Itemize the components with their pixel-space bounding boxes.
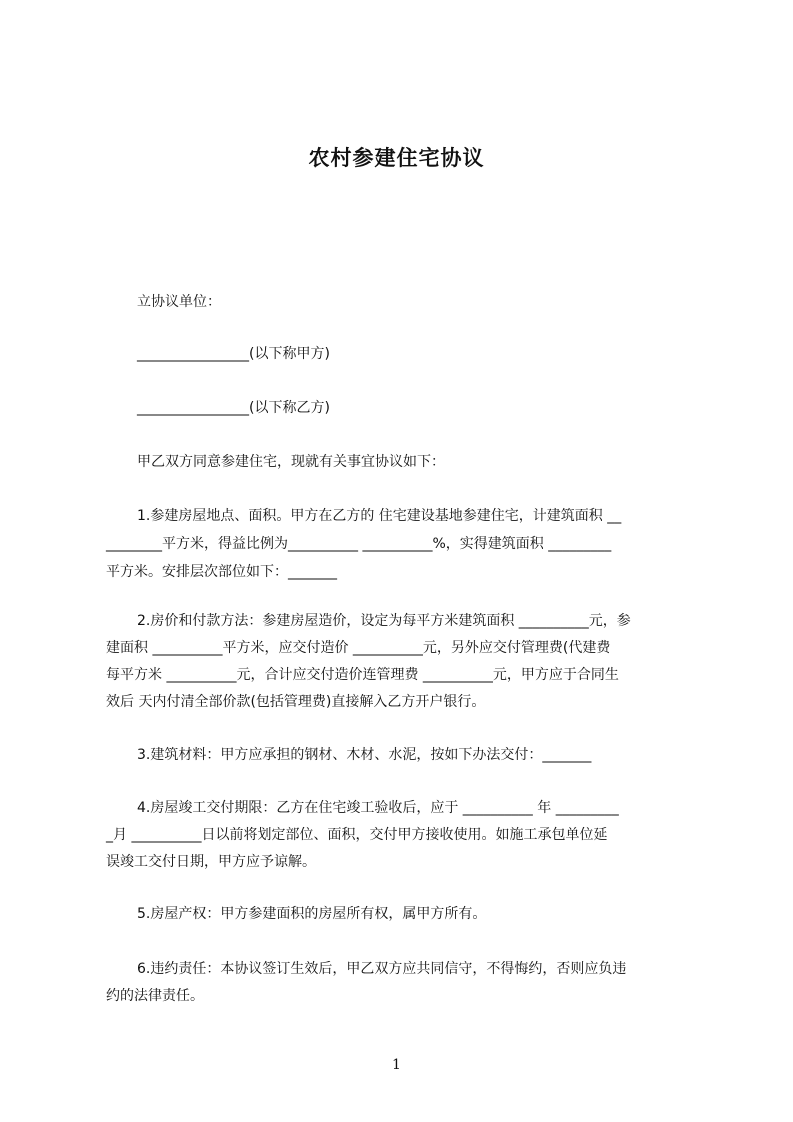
clause-6-line-1: 6.违约责任：本协议签订生效后，甲乙双方应共同信守，不得悔约，否则应负违 — [137, 961, 627, 977]
document-title: 农村参建住宅协议 — [308, 146, 485, 170]
clause-2-line-2: 建面积 __________平方米，应交付造价 __________元，另外应交付管理费(代建费 — [106, 640, 611, 656]
party-a-line: ________________(以下称甲方) — [137, 346, 330, 362]
clause-3-line-1: 3.建筑材料：甲方应承担的钢材、木材、水泥，按如下办法交付：_______ — [137, 747, 592, 763]
clause-2-line-4: 效后 天内付清全部价款(包括管理费)直接解入乙方开户银行。 — [106, 694, 486, 710]
clause-1-line-3: 平方米。安排层次部位如下：_______ — [106, 564, 337, 580]
page-number: 1 — [392, 1057, 401, 1073]
clause-1-line-2: ________平方米，得益比例为__________ __________%，实得建筑面积 _________ — [106, 536, 612, 552]
clause-2-line-1: 2.房价和付款方法：参建房屋造价，设定为每平方米建筑面积 __________元，参 — [137, 613, 631, 629]
clause-2-line-3: 每平方米 __________元，合计应交付造价连管理费 __________元，甲方应于合同生 — [106, 667, 619, 683]
clause-4-line-1: 4.房屋竣工交付期限：乙方在住宅竣工验收后，应于 __________ 年 _________ — [137, 800, 619, 816]
party-b-line: ________________(以下称乙方) — [137, 400, 330, 416]
clause-5-line-1: 5.房屋产权：甲方参建面积的房屋所有权，属甲方所有。 — [137, 906, 487, 922]
intro-paragraph: 甲乙双方同意参建住宅，现就有关事宜协议如下： — [137, 454, 445, 470]
clause-4-line-2: _月 __________日以前将划定部位、面积，交付甲方接收使用。如施工承包单位延 — [106, 827, 608, 843]
clause-4-line-3: 误竣工交付日期，甲方应予谅解。 — [106, 854, 316, 870]
clause-6-line-2: 约的法律责任。 — [106, 988, 204, 1004]
parties-heading: 立协议单位： — [137, 294, 221, 310]
clause-1-line-1: 1.参建房屋地点、面积。甲方在乙方的 住宅建设基地参建住宅，计建筑面积 __ — [137, 508, 622, 524]
